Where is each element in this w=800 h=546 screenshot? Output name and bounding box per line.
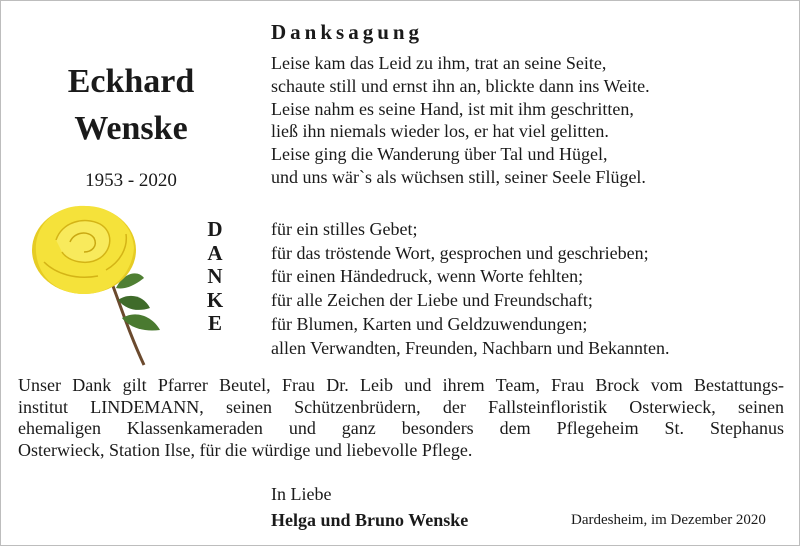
thanks-line: für das tröstende Wort, gesprochen und geschrieben; xyxy=(271,242,649,263)
thanks-line: für einen Händedruck, wenn Worte fehlten; xyxy=(271,266,584,287)
paragraph-line: Osterwieck, Station Ilse, für die würdige und liebevolle Pflege. xyxy=(18,439,473,460)
thanks-line: für alle Zeichen der Liebe und Freundschaft; xyxy=(271,290,593,311)
paragraph-line: Unser Dank gilt Pfarrer Beutel, Frau Dr. Leib und ihrem Team, Frau Brock vom Bestattungs- xyxy=(18,375,784,395)
paragraph-line: ehemaligen Klassenkameraden und ganz besonders dem Pflegeheim St. Stephanus xyxy=(18,418,784,439)
signers: Helga und Bruno Wenske xyxy=(271,510,469,530)
yellow-rose-icon xyxy=(26,200,176,370)
poem-line: ließ ihn niemals wieder los, er hat viel gelitten. xyxy=(271,121,609,142)
poem-line: Leise ging die Wanderung über Tal und Hügel, xyxy=(271,144,608,165)
notice-heading: Danksagung xyxy=(271,20,424,44)
thanks-line: für ein stilles Gebet; xyxy=(271,219,418,239)
thanks-line: allen Verwandten, Freunden, Nachbarn und Bekannten. xyxy=(271,337,670,358)
poem-line: und uns wär`s als wüchsen still, seiner Seele Flügel. xyxy=(271,166,646,187)
paragraph-line: institut LINDEMANN, seinen Schützenbrüdern, der Fallsteinfloristik Osterwieck, seinen xyxy=(18,396,784,417)
closing-phrase: In Liebe xyxy=(271,484,332,504)
thanks-list xyxy=(271,218,670,360)
deceased-last-name: Wenske xyxy=(74,110,188,147)
danke-letter: D xyxy=(207,217,223,241)
danke-letter: N xyxy=(207,264,223,288)
danke-letter: K xyxy=(206,287,224,312)
life-dates: 1953 - 2020 xyxy=(85,170,177,191)
place-date: Dardesheim, im Dezember 2020 xyxy=(571,512,766,528)
thanks-line: für Blumen, Karten und Geldzuwendungen; xyxy=(271,313,588,334)
deceased-first-name: Eckhard xyxy=(67,63,195,100)
poem-line: Leise kam das Leid zu ihm, trat an seine Seite, xyxy=(271,53,607,73)
danke-letter: A xyxy=(207,240,223,265)
poem xyxy=(271,52,650,189)
thanks-paragraph xyxy=(18,375,784,461)
poem-line: schaute still und ernst ihn an, blickte dann ins Weite. xyxy=(271,75,650,96)
danke-letter: E xyxy=(207,311,222,335)
poem-line: Leise nahm es seine Hand, ist mit ihm geschritten, xyxy=(271,98,634,119)
danke-vertical xyxy=(198,218,232,336)
